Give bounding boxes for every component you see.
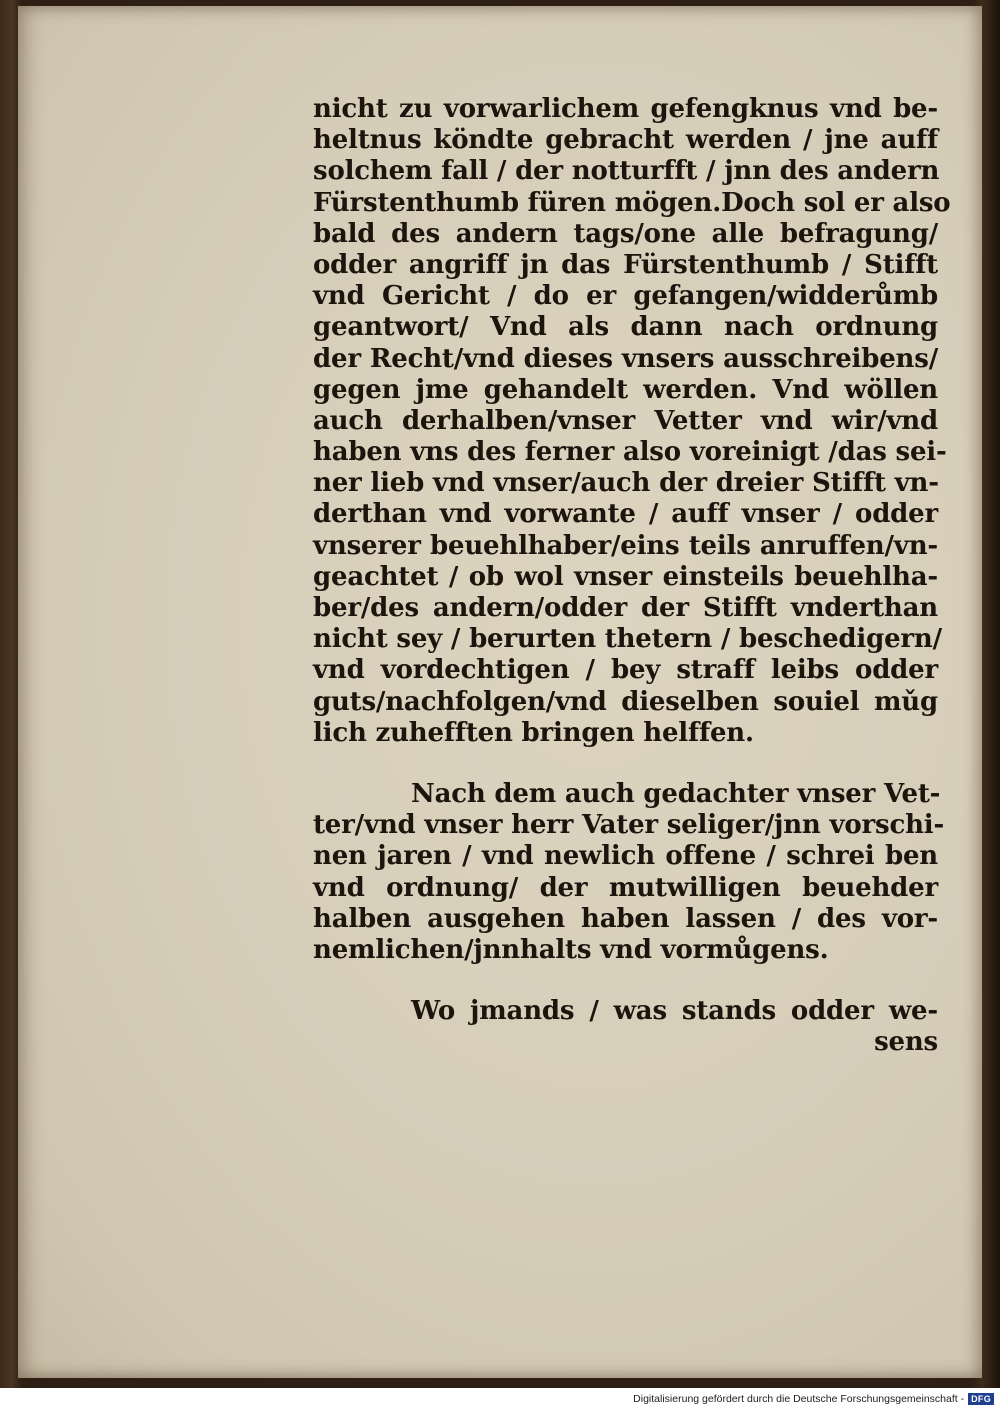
text-line: vnd vordechtigen / bey straff leibs odder	[313, 655, 938, 686]
digitization-footer	[633, 1392, 994, 1406]
text-line: nicht zu vorwarlichem gefengknus vnd be-	[313, 94, 938, 124]
text-line: gegen jme gehandelt werden. Vnd wöllen	[313, 374, 938, 405]
catchword: sens	[874, 1027, 938, 1058]
footer-credit-text: Digitalisierung gefördert durch die Deutsche Forschungsgemeinschaft -	[633, 1393, 965, 1405]
text-line: geachtet / ob wol vnser einsteils beuehlha-	[313, 561, 938, 592]
text-line: lich zuhefften bringen helffen.	[313, 717, 754, 748]
text-line: vnd Gericht / do er gefangen/widderůmb	[313, 281, 938, 312]
text-line: geantwort/ Vnd als dann nach ordnung	[313, 312, 938, 343]
paragraph-1	[313, 94, 951, 749]
text-line: bald des andern tags/one alle befragung/	[313, 218, 938, 249]
text-line: vnserer beuehlhaber/eins teils anruffen/vn-	[313, 530, 938, 561]
text-line: nemlichen/jnnhalts vnd vormůgens.	[313, 934, 829, 965]
paragraph-gap	[313, 966, 938, 996]
text-line: ber/des andern/odder der Stifft vnderthan	[313, 593, 938, 623]
text-line: nicht sey / berurten thetern / beschedigern/	[313, 624, 942, 655]
text-line: Fürstenthumb füren mögen.Doch sol er also	[313, 187, 951, 218]
text-line: Wo jmands / was stands odder we-	[411, 996, 938, 1027]
text-line: haben vns des ferner also voreinigt /das sei-	[313, 437, 947, 468]
text-line: ter/vnd vnser herr Vater seliger/jnn vorschi-	[313, 810, 945, 841]
text-block	[313, 94, 951, 1058]
book-page	[18, 6, 982, 1378]
text-line: der Recht/vnd dieses vnsers ausschreibens/	[313, 343, 938, 374]
text-line: ner lieb vnd vnser/auch der dreier Stifft vn-	[313, 468, 939, 499]
dfg-logo: DFG	[968, 1393, 994, 1405]
text-line: solchem fall / der notturfft / jnn des andern	[313, 156, 940, 187]
text-line: heltnus köndte gebracht werden / jne auff	[313, 125, 938, 156]
text-line: nen jaren / vnd newlich offene / schrei ben	[313, 841, 938, 872]
text-line: derthan vnd vorwante / auff vnser / odder	[313, 499, 938, 530]
text-line: auch derhalben/vnser Vetter vnd wir/vnd	[313, 405, 938, 436]
text-line: Nach dem auch gedachter vnser Vet-	[411, 778, 941, 809]
text-line: guts/nachfolgen/vnd dieselben souiel mǔg	[313, 686, 938, 717]
text-line: vnd ordnung/ der mutwilligen beuehder	[313, 872, 938, 903]
paragraph-gap	[313, 749, 938, 779]
paragraph-3	[313, 996, 938, 1058]
paragraph-2	[313, 778, 945, 966]
text-line: halben ausgehen haben lassen / des vor-	[313, 903, 938, 934]
text-line: odder angriff jn das Fürstenthumb / Stifft	[313, 249, 938, 280]
